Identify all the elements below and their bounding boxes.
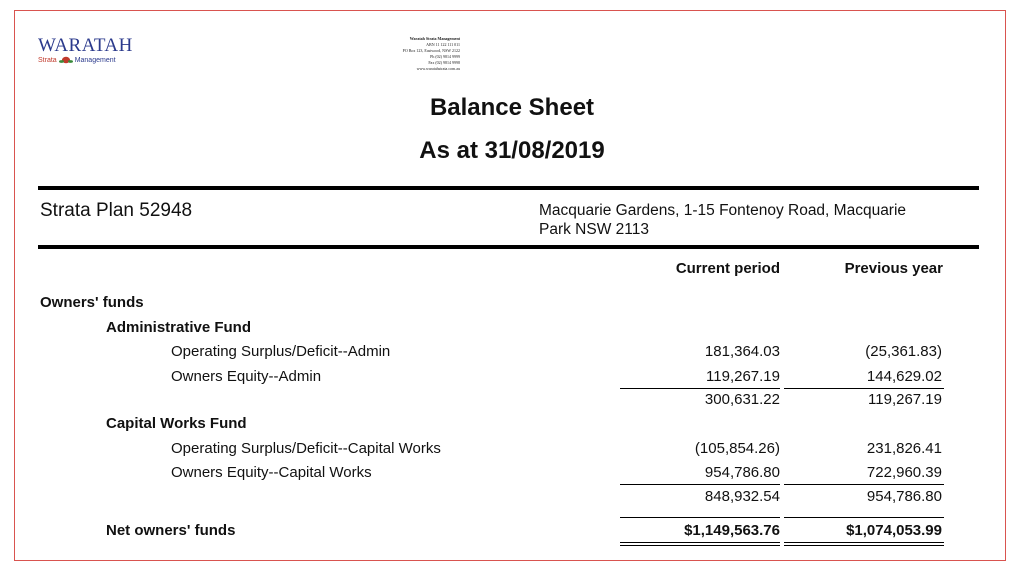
net-total-current: $1,149,563.76 xyxy=(684,522,780,539)
net-owners-funds-label: Net owners' funds xyxy=(106,522,236,539)
line-item-previous: (25,361.83) xyxy=(865,343,942,360)
subtotal-rule xyxy=(620,388,780,389)
total-rule xyxy=(784,517,944,518)
company-address-block: Waratah Strata Management ABN 11 122 111 011 PO Box 123, Eastwood, NSW 2122 Ph (02) 9814 9999 Fax (02) 9814 9998 www.waratahstrata.com.au xyxy=(402,36,460,71)
double-total-rule xyxy=(784,545,944,546)
strata-plan-name: Strata Plan 52948 xyxy=(40,200,193,221)
line-item-previous: 231,826.41 xyxy=(866,440,942,457)
plan-address: Macquarie Gardens, 1-15 Fontenoy Road, Macquarie Park NSW 2113 xyxy=(539,202,907,238)
line-item-label: Owners Equity--Capital Works xyxy=(171,464,372,481)
line-item-previous: 722,960.39 xyxy=(866,464,942,481)
column-header-previous: Previous year xyxy=(844,260,943,277)
total-rule xyxy=(620,517,780,518)
line-item-label: Owners Equity--Admin xyxy=(171,368,322,385)
line-item-label: Operating Surplus/Deficit--Admin xyxy=(171,343,391,360)
logo-name: WARATAH xyxy=(38,35,133,56)
subtotal-previous: 119,267.19 xyxy=(868,391,942,408)
line-item-label: Operating Surplus/Deficit--Capital Works xyxy=(171,440,441,457)
double-total-rule xyxy=(620,542,780,543)
section-owners-funds: Owners' funds xyxy=(40,294,144,311)
subtotal-rule xyxy=(784,388,944,389)
subtotal-rule xyxy=(620,484,780,485)
column-header-current: Current period xyxy=(675,260,780,277)
fund-heading-admin: Administrative Fund xyxy=(106,319,252,336)
report-title: Balance Sheet xyxy=(429,94,595,121)
subtotal-current: 300,631.22 xyxy=(704,391,780,408)
waratah-flower-icon xyxy=(59,56,73,64)
double-total-rule xyxy=(620,545,780,546)
line-item-previous: 144,629.02 xyxy=(866,368,942,385)
document-frame xyxy=(14,10,1006,561)
subtotal-rule xyxy=(784,484,944,485)
company-logo xyxy=(38,36,133,64)
divider xyxy=(38,245,979,249)
line-item-current: (105,854.26) xyxy=(694,440,780,457)
line-item-current: 181,364.03 xyxy=(704,343,780,360)
subtotal-current: 848,932.54 xyxy=(704,488,780,505)
line-item-current: 119,267.19 xyxy=(706,368,780,385)
line-item-current: 954,786.80 xyxy=(704,464,780,481)
net-total-previous: $1,074,053.99 xyxy=(846,522,942,539)
divider xyxy=(38,186,979,190)
logo-sub-right: Management xyxy=(74,56,116,64)
subtotal-previous: 954,786.80 xyxy=(866,488,942,505)
fund-heading-capital: Capital Works Fund xyxy=(106,415,247,432)
report-date: As at 31/08/2019 xyxy=(419,137,605,164)
logo-sub-left: Strata xyxy=(38,56,57,64)
double-total-rule xyxy=(784,542,944,543)
